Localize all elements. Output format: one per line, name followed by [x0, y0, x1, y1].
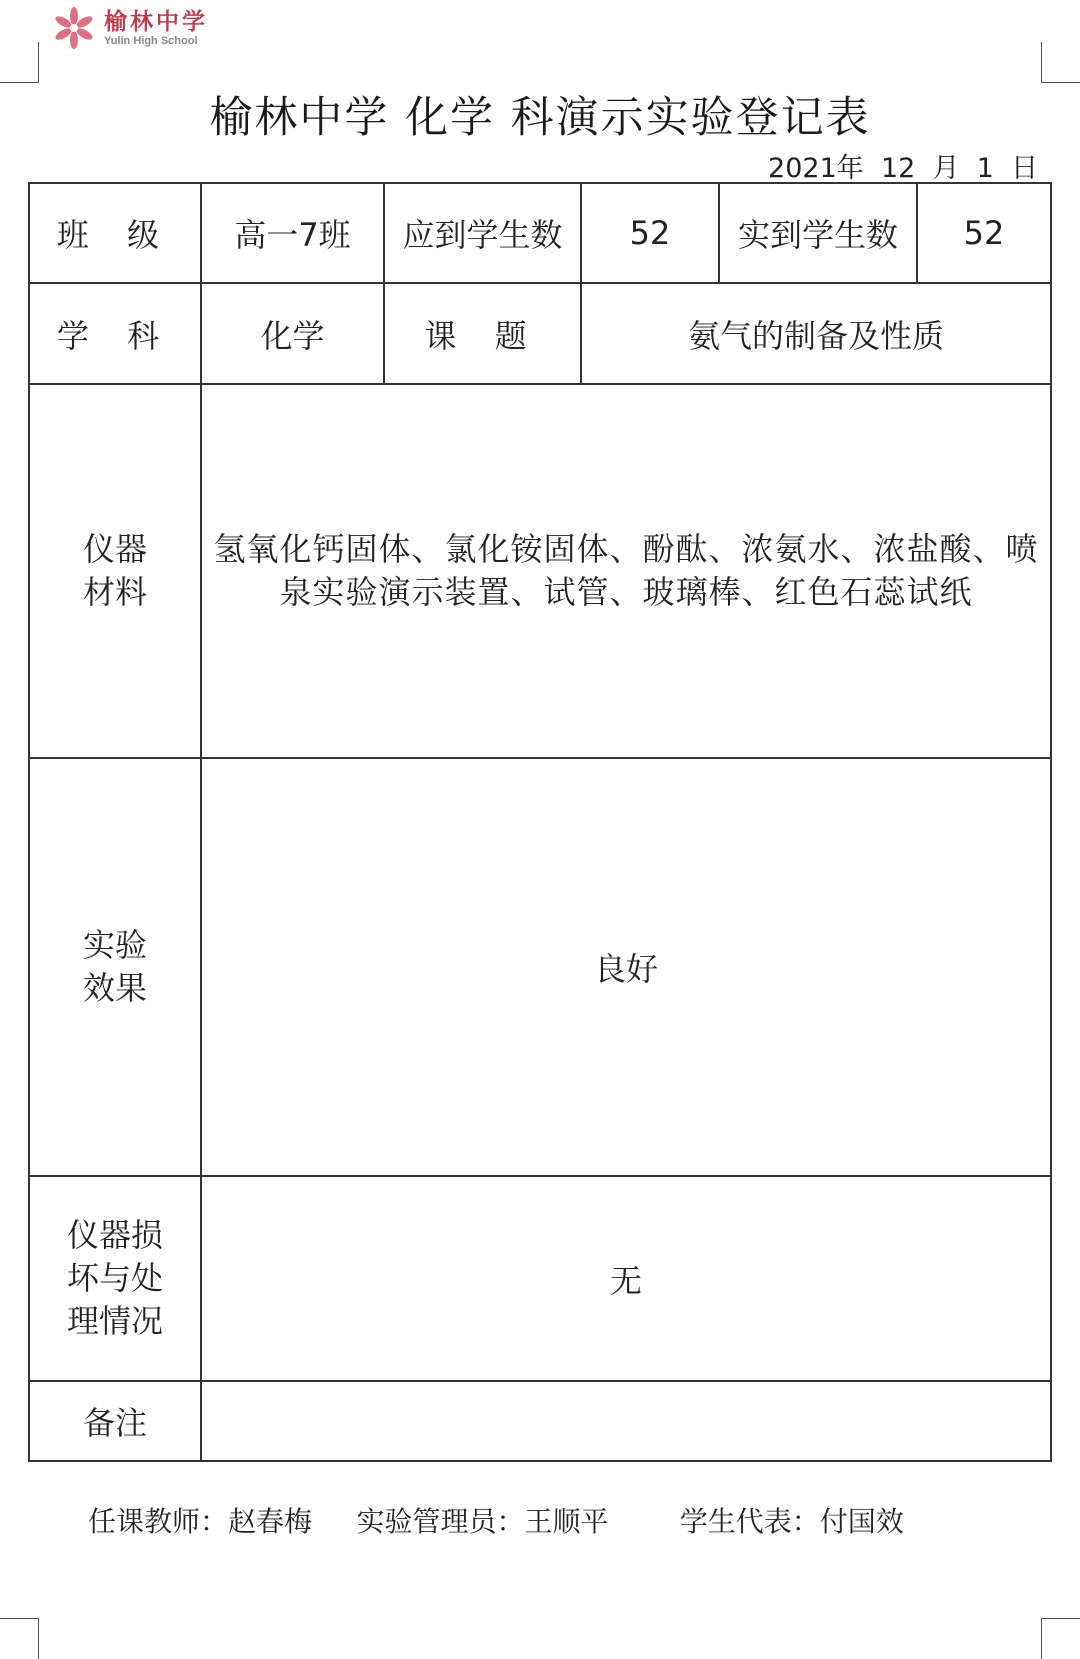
date-year: 2021 — [768, 153, 837, 184]
remarks-label: 备注 — [29, 1381, 201, 1461]
damage-value: 无 — [201, 1176, 1051, 1381]
topic-value: 氨气的制备及性质 — [581, 283, 1051, 384]
crop-mark-top-right — [1041, 42, 1080, 83]
table-row — [29, 1381, 1051, 1461]
registration-form-table — [28, 182, 1052, 1462]
class-value: 高一7班 — [201, 183, 384, 283]
remarks-value — [201, 1381, 1051, 1461]
expected-students-value: 52 — [581, 183, 719, 283]
lab-manager-signature: 实验管理员：王顺平 — [356, 1505, 609, 1538]
date-month: 12 — [880, 153, 916, 184]
materials-value: 氢氧化钙固体、氯化铵固体、酚酞、浓氨水、浓盐酸、喷泉实验演示装置、试管、玻璃棒、红色石蕊试纸 — [201, 384, 1051, 758]
expected-students-label: 应到学生数 — [384, 183, 581, 283]
logo-name-en: Yulin High School — [104, 34, 198, 47]
signatures-footer — [88, 1500, 904, 1540]
flower-logo-icon — [52, 6, 96, 50]
logo-name-cn: 榆林中学 — [104, 7, 208, 35]
date-day: 1 — [976, 153, 994, 184]
teacher-signature: 任课教师：赵春梅 — [88, 1505, 313, 1538]
table-row — [29, 183, 1051, 283]
page-title: 榆林中学 化学 科演示实验登记表 — [209, 93, 871, 143]
effect-value: 良好 — [201, 758, 1051, 1176]
school-logo — [52, 6, 208, 50]
table-row — [29, 758, 1051, 1176]
crop-mark-bottom-right — [1041, 1618, 1080, 1659]
actual-students-value: 52 — [917, 183, 1051, 283]
crop-mark-top-left — [0, 42, 39, 83]
class-label: 班 级 — [29, 183, 201, 283]
topic-label: 课 题 — [384, 283, 581, 384]
damage-label: 仪器损 坏与处 理情况 — [29, 1176, 201, 1381]
crop-mark-bottom-left — [0, 1618, 39, 1659]
table-row — [29, 384, 1051, 758]
subject-label: 学 科 — [29, 283, 201, 384]
effect-label: 实验 效果 — [29, 758, 201, 1176]
actual-students-label: 实到学生数 — [719, 183, 917, 283]
student-rep-signature: 学生代表：付国效 — [679, 1505, 904, 1538]
subject-value: 化学 — [201, 283, 384, 384]
table-row — [29, 283, 1051, 384]
materials-label: 仪器 材料 — [29, 384, 201, 758]
table-row — [29, 1176, 1051, 1381]
date-line: 2021年 12 月 1 日 — [768, 153, 1038, 184]
